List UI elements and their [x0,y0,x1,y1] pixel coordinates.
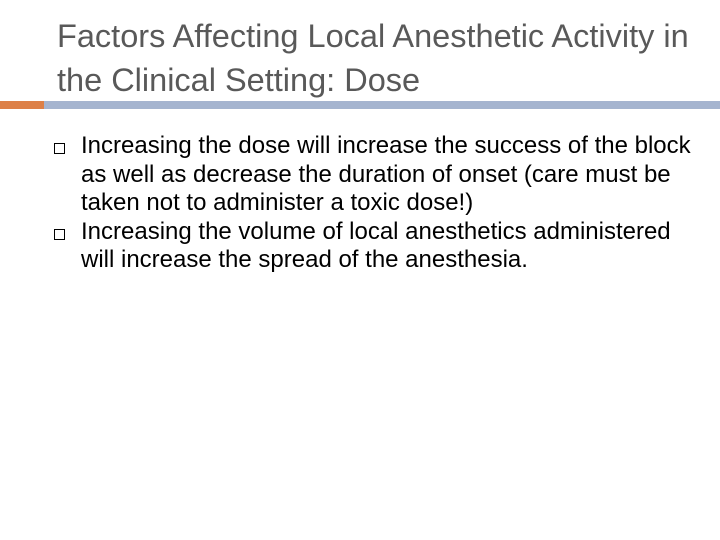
bullet-list [54,132,704,275]
bullet-text: Increasing the dose will increase the success of the block as well as decrease the duration of onset (care must be taken not to administer a toxic dose!) [81,132,691,216]
slide-title: Factors Affecting Local Anesthetic Activity in the Clinical Setting: Dose [57,18,689,98]
title-divider-line [44,101,720,109]
bullet-text: Increasing the volume of local anesthetics administered will increase the spread of the anesthesia. [81,217,671,273]
bullet-item-dose [54,132,704,218]
bullet-item-volume [54,218,704,275]
hollow-square-bullet-icon [54,229,65,240]
title-divider-accent [0,101,44,109]
hollow-square-bullet-icon [54,143,65,154]
